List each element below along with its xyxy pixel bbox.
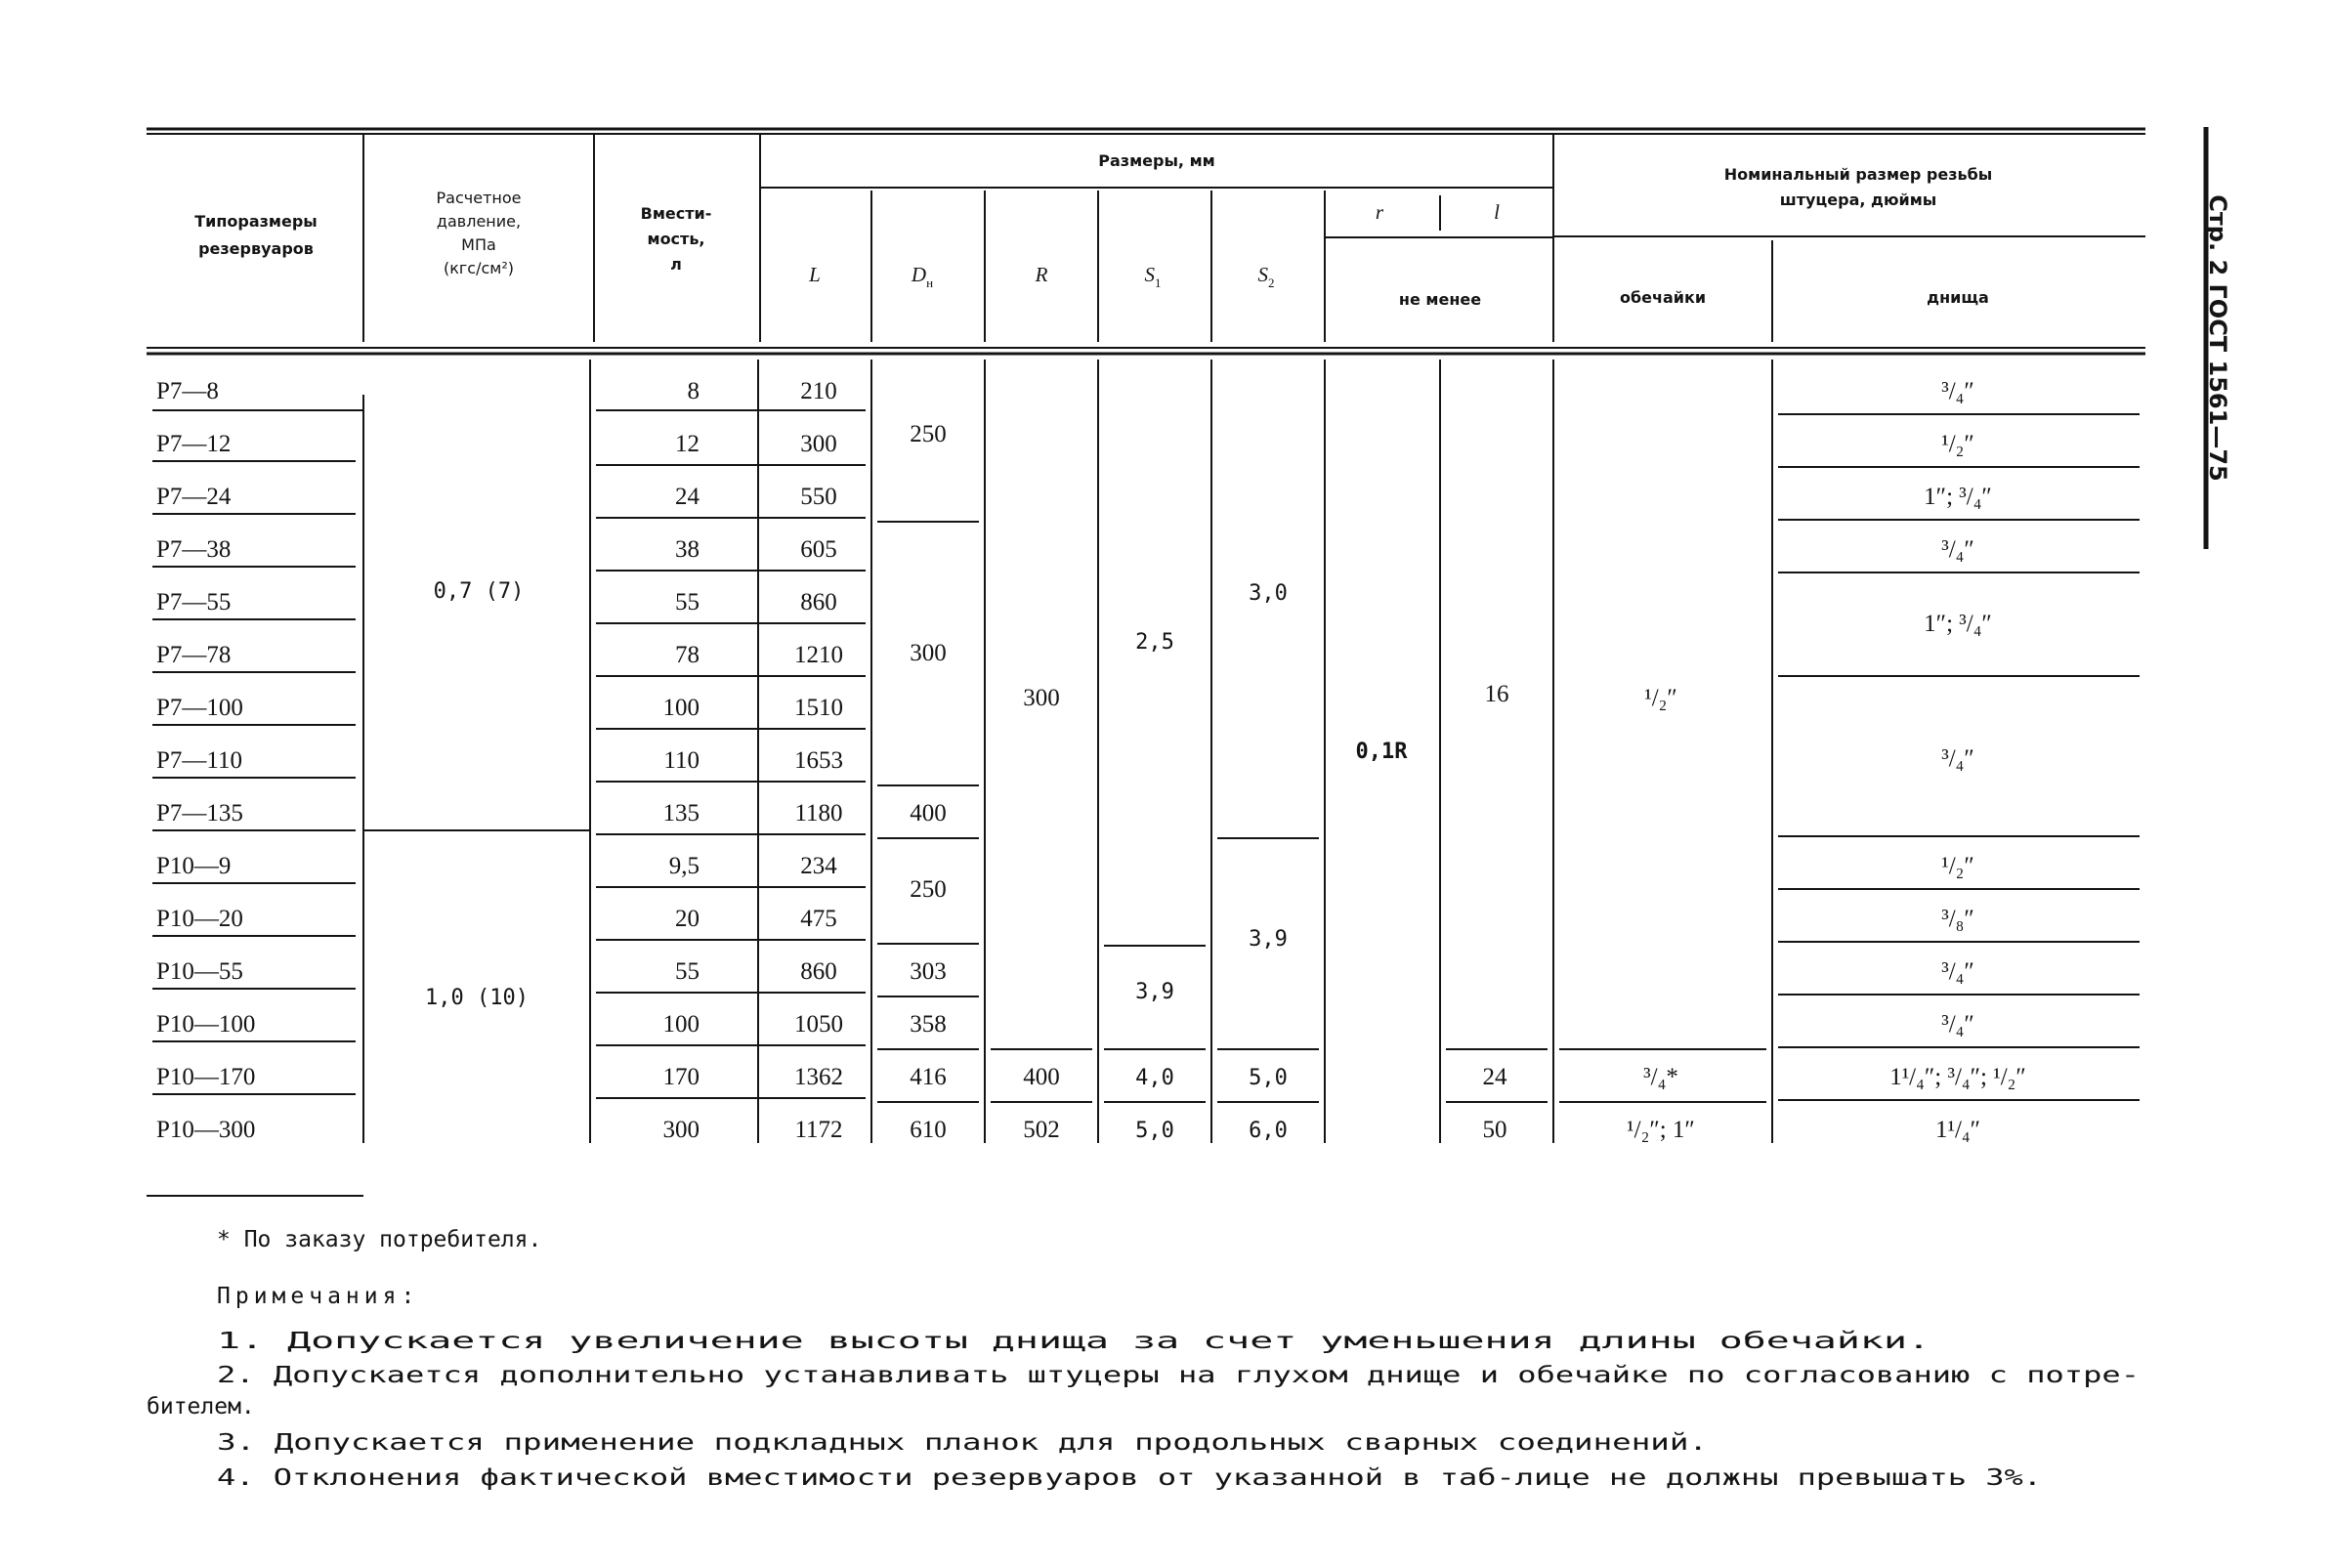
cell-type: Р10—170 xyxy=(156,1064,256,1090)
cell-type: Р7—110 xyxy=(156,747,242,774)
cell-type: Р7—100 xyxy=(156,695,243,721)
s2-3-9: 3,9 xyxy=(1249,927,1288,952)
pressure-p10: 1,0 (10) xyxy=(425,986,529,1010)
table-row xyxy=(156,1011,1974,1038)
cell-L: 300 xyxy=(800,431,837,457)
cell-bottom: 1″; ³/₄″ xyxy=(1924,484,1992,510)
header-capacity-line2: мость, xyxy=(647,230,705,248)
cell-l: 24 xyxy=(1482,1064,1507,1090)
notes-title: Примечания: xyxy=(217,1284,420,1309)
cell-capacity: 300 xyxy=(662,1117,700,1143)
cell-L: 1180 xyxy=(794,800,843,826)
note-4: 4. Отклонения фактической вместимости резервуаров от указанной в таб-лице не должны превышать 3%. xyxy=(217,1465,2042,1491)
cell-L: 860 xyxy=(800,958,837,985)
table-row xyxy=(156,906,1974,932)
cell-R: 400 xyxy=(1023,1064,1060,1090)
cell-capacity: 78 xyxy=(675,642,700,668)
table-row xyxy=(156,642,843,668)
header-bottom: днища xyxy=(1927,288,1989,307)
header-L: L xyxy=(809,263,821,286)
cell-L: 475 xyxy=(800,906,837,932)
table-row xyxy=(156,484,1992,510)
cell-type: Р10—20 xyxy=(156,906,243,932)
cell-L: 1653 xyxy=(794,747,843,774)
header-type-line2: резервуаров xyxy=(198,239,314,258)
cell-bottom: ¹/₂″ xyxy=(1941,853,1974,879)
cell-type: Р7—38 xyxy=(156,536,232,563)
dn-300: 300 xyxy=(910,640,947,666)
cell-bottom: ³/₄″ xyxy=(1941,536,1974,563)
cell-l: 50 xyxy=(1482,1117,1507,1143)
cell-type: Р7—12 xyxy=(156,431,232,457)
cell-type: Р7—135 xyxy=(156,800,243,826)
cell-L: 1172 xyxy=(794,1117,843,1143)
header-capacity-line1: Вмести- xyxy=(640,204,712,223)
cell-type: Р7—24 xyxy=(156,484,232,510)
cell-L: 860 xyxy=(800,589,837,615)
header-min: не менее xyxy=(1398,290,1482,309)
cell-bottom: 1¹/₄″ xyxy=(1934,1117,1981,1143)
cell-L: 210 xyxy=(800,378,837,404)
cell-bottom: 1¹/₄″; ³/₄″; ¹/₂″ xyxy=(1889,1064,2026,1090)
table-row xyxy=(156,747,843,774)
table-row xyxy=(156,853,1974,879)
cell-type: Р7—8 xyxy=(156,378,219,404)
cell-shell: ¹/₂″; 1″ xyxy=(1627,1117,1695,1143)
s2-3-0: 3,0 xyxy=(1249,581,1288,606)
table-row xyxy=(156,1117,1980,1143)
table-grid xyxy=(147,129,2145,1196)
table-header xyxy=(194,151,1992,309)
header-shell: обечайки xyxy=(1619,288,1707,307)
pressure-p7: 0,7 (7) xyxy=(433,579,525,604)
r-300: 300 xyxy=(1023,685,1060,711)
table-row xyxy=(156,431,1974,457)
cell-capacity: 170 xyxy=(662,1064,700,1090)
header-thread-line1: Номинальный размер резьбы xyxy=(1723,165,1993,184)
note-2: 2. Допускается дополнительно устанавливать штуцеры на глухом днище и обечайке по согласованию с потре- xyxy=(217,1363,2140,1388)
cell-capacity: 12 xyxy=(675,431,700,457)
header-r: r xyxy=(1375,200,1384,224)
merged-cells xyxy=(425,421,1992,1010)
header-type-line1: Типоразмеры xyxy=(194,212,318,231)
cell-L: 605 xyxy=(800,536,837,563)
note-1: 1. Допускается увеличение высоты днища за счет уменьшения длины обечайки. xyxy=(217,1329,1930,1354)
notes-block xyxy=(147,1227,2140,1491)
cell-L: 550 xyxy=(800,484,837,510)
s1-3-9: 3,9 xyxy=(1135,980,1174,1004)
cell-capacity: 20 xyxy=(675,906,700,932)
cell-bottom: ³/₈″ xyxy=(1941,906,1974,932)
header-thread-line2: штуцера, дюймы xyxy=(1779,191,1937,209)
cell-S1: 4,0 xyxy=(1135,1066,1174,1090)
cell-Dn: 303 xyxy=(910,958,947,985)
l-16: 16 xyxy=(1484,681,1509,707)
header-pressure-line3: МПа xyxy=(461,235,496,254)
cell-L: 234 xyxy=(800,853,837,879)
cell-capacity: 100 xyxy=(662,695,700,721)
bottom-100-135: ³/₄″ xyxy=(1941,745,1974,772)
page-header-side xyxy=(2204,127,2231,549)
header-pressure-line1: Расчетное xyxy=(436,189,522,207)
header-l: l xyxy=(1494,200,1500,224)
table-row xyxy=(156,536,1974,563)
cell-type: Р10—100 xyxy=(156,1011,256,1038)
cell-S1: 5,0 xyxy=(1135,1119,1174,1143)
cell-type: Р10—55 xyxy=(156,958,243,985)
table-body xyxy=(156,378,2026,1143)
cell-capacity: 38 xyxy=(675,536,700,563)
cell-capacity: 8 xyxy=(687,378,700,404)
cell-R: 502 xyxy=(1023,1117,1060,1143)
cell-type: Р7—55 xyxy=(156,589,232,615)
header-pressure-line4: (кгс/см²) xyxy=(443,259,515,277)
cell-S2: 6,0 xyxy=(1249,1119,1288,1143)
r-0-1R: 0,1R xyxy=(1355,740,1408,764)
header-dimensions: Размеры, мм xyxy=(1098,151,1215,170)
cell-capacity: 135 xyxy=(662,800,700,826)
cell-capacity: 55 xyxy=(675,589,700,615)
table-row xyxy=(156,1064,2026,1090)
cell-type: Р7—78 xyxy=(156,642,232,668)
cell-bottom: ³/₄″ xyxy=(1941,378,1974,404)
cell-L: 1510 xyxy=(794,695,843,721)
footnote: * По заказу потребителя. xyxy=(217,1227,542,1252)
note-2-cont: бителем. xyxy=(147,1394,255,1420)
cell-capacity: 9,5 xyxy=(668,853,700,879)
bottom-55-78: 1″; ³/₄″ xyxy=(1924,611,1992,637)
cell-bottom: ³/₄″ xyxy=(1941,1011,1974,1038)
header-pressure-line2: давление, xyxy=(436,212,522,231)
header-R: R xyxy=(1035,263,1048,286)
cell-capacity: 110 xyxy=(663,747,700,774)
cell-bottom: ¹/₂″ xyxy=(1941,431,1974,457)
cell-Dn: 400 xyxy=(910,800,947,826)
cell-shell: ³/₄* xyxy=(1643,1064,1678,1090)
table-row xyxy=(156,695,843,721)
cell-L: 1050 xyxy=(794,1011,843,1038)
dn-250-p7: 250 xyxy=(910,421,947,447)
page-header-text: Стр. 2 ГОСТ 1561—75 xyxy=(2204,194,2231,482)
table-row xyxy=(156,378,1974,404)
cell-L: 1362 xyxy=(794,1064,843,1090)
cell-capacity: 24 xyxy=(675,484,700,510)
cell-type: Р10—9 xyxy=(156,853,232,879)
s1-2-5: 2,5 xyxy=(1135,630,1174,655)
header-S2: $S_2$ xyxy=(1257,263,1275,290)
cell-S2: 5,0 xyxy=(1249,1066,1288,1090)
header-S1: $S_1$ xyxy=(1144,263,1162,290)
note-3: 3. Допускается применение подкладных планок для продольных сварных соединений. xyxy=(217,1430,1708,1456)
dn-250-p10: 250 xyxy=(910,876,947,903)
shell-1-2: ¹/₂″ xyxy=(1644,685,1677,711)
header-capacity-line3: л xyxy=(670,255,682,274)
cell-type: Р10—300 xyxy=(156,1117,256,1143)
table-row xyxy=(156,958,1974,985)
cell-capacity: 55 xyxy=(675,958,700,985)
header-Dn: $D_н$ xyxy=(911,263,934,290)
cell-L: 1210 xyxy=(794,642,843,668)
cell-Dn: 358 xyxy=(910,1011,947,1038)
cell-Dn: 416 xyxy=(910,1064,947,1090)
cell-Dn: 610 xyxy=(910,1117,947,1143)
table-row xyxy=(156,800,947,826)
cell-capacity: 100 xyxy=(662,1011,700,1038)
cell-bottom: ³/₄″ xyxy=(1941,958,1974,985)
